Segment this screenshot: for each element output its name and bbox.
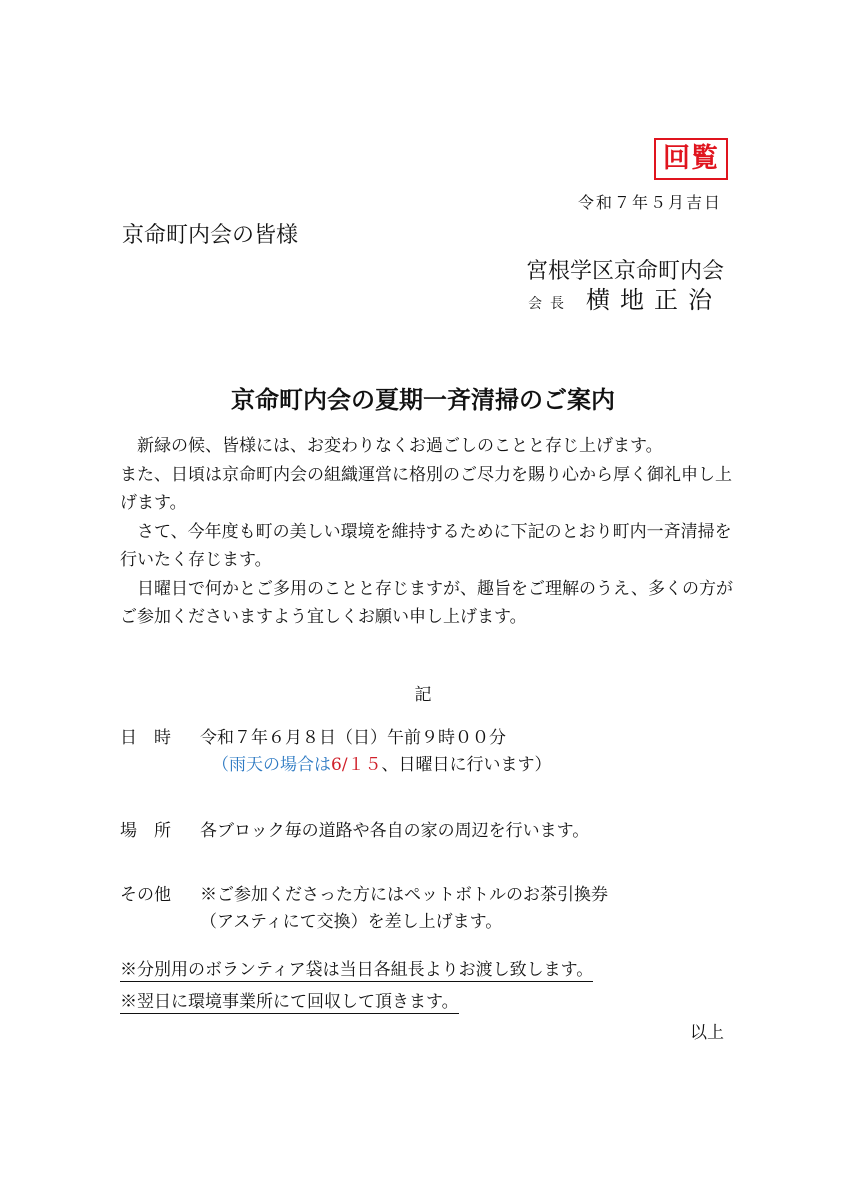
paragraph: さて、今年度も町の美しい環境を維持するために下記のとおり町内一斉清掃を行いたく存じます。 [120,521,732,570]
rain-note [212,750,552,775]
datetime-row [120,723,506,748]
place-value: 各ブロック毎の道路や各自の家の周辺を行います。 [200,821,590,841]
datetime-value: 令和７年６月８日（日）午前９時００分 [200,728,506,748]
issue-date: 令和７年５月吉日 [577,193,722,212]
note-underlined: ※分別用のボランティア袋は当日各組長よりお渡し致します。 [120,955,593,982]
other-line-1: ※ご参加くださった方にはペットボトルのお茶引換券 [200,885,608,905]
closing: 以上 [690,1023,724,1043]
ki-heading: 記 [414,685,432,705]
sender-role: 会長 [528,296,572,312]
other-label: その他 [120,885,171,905]
other-row [120,880,608,905]
place-label: 場 所 [120,821,171,841]
circulation-stamp: 回覧 [654,138,728,180]
document-title: 京命町内会の夏期一斉清掃のご案内 [231,385,615,414]
paragraph: 新緑の候、皆様には、お変わりなくお過ごしのことと存じ上げます。 [137,436,663,456]
paragraph: 日曜日で何かとご多用のことと存じますが、趣旨をご理解のうえ、多くの方がご参加くださいますよう宜しくお願い申し上げます。 [120,578,734,627]
place-row [120,816,589,841]
rain-date: 6/１５ [331,755,382,775]
body-text [120,432,740,632]
rain-note-close: 、日曜日に行います） [381,755,552,775]
sender-signature [528,280,722,315]
sender-name: 横地正治 [586,286,722,314]
paragraph: また、日頃は京命町内会の組織運営に格別のご尽力を賜り心から厚く御礼申し上げます。 [120,464,732,513]
rain-note-open: （雨天の場合は [212,755,331,775]
recipient: 京命町内会の皆様 [122,223,299,248]
other-line-2: （アスティにて交換）を差し上げます。 [200,912,503,932]
sender-organization: 宮根学区京命町内会 [525,259,724,284]
datetime-label: 日 時 [120,728,171,748]
note-underlined: ※翌日に環境事業所にて回収して頂きます。 [120,987,459,1014]
